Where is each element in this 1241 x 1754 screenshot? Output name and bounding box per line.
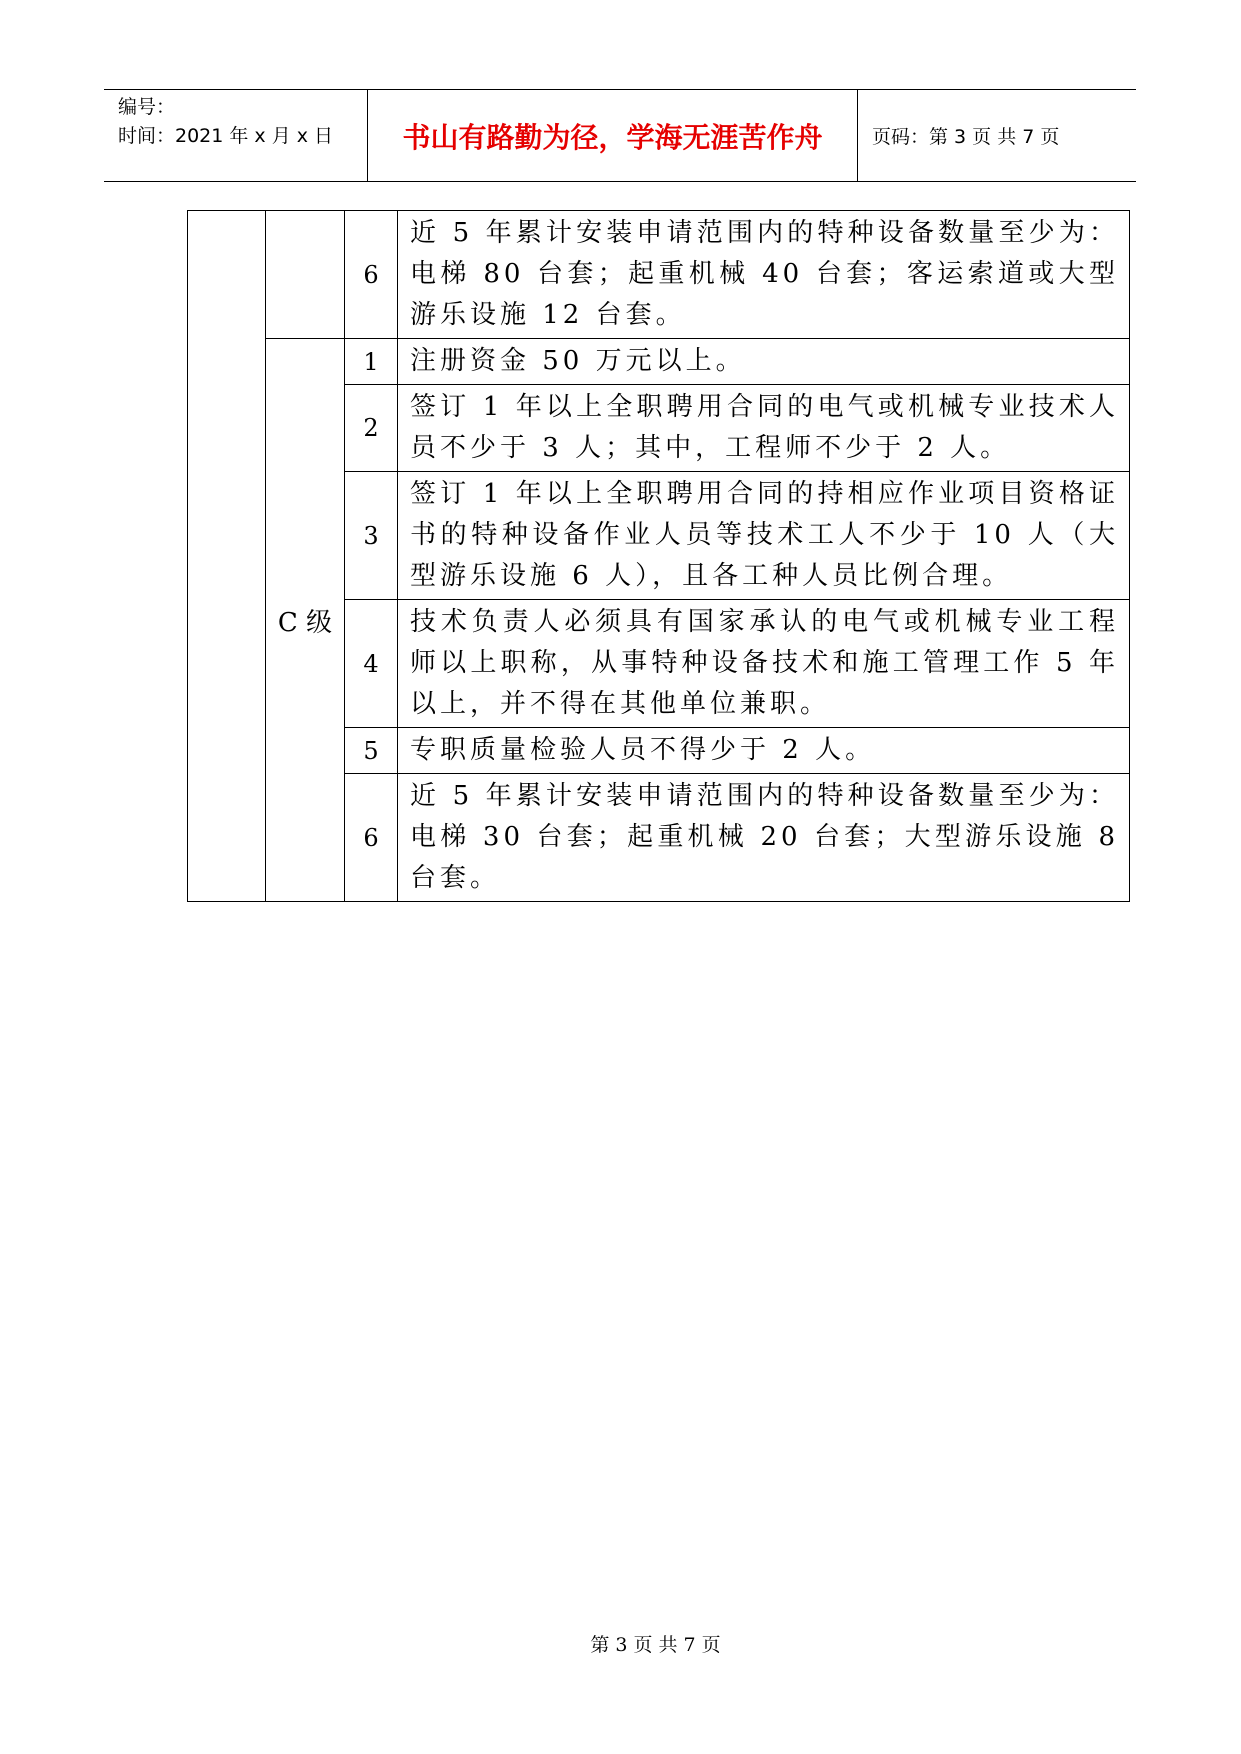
level-cell-c: C 级 [266, 339, 345, 902]
item-number: 2 [345, 385, 398, 472]
item-number: 6 [345, 211, 398, 339]
level-cell-b-continued [266, 211, 345, 339]
page-footer: 第 3 页 共 7 页 [590, 1634, 721, 1656]
header-page-number: 页码：第 3 页 共 7 页 [872, 126, 1060, 148]
item-number: 5 [345, 728, 398, 774]
item-text: 技术负责人必须具有国家承认的电气或机械专业工程师以上职称，从事特种设备技术和施工管理工作 5 年以上，并不得在其他单位兼职。 [398, 600, 1130, 728]
item-text: 注册资金 50 万元以上。 [398, 339, 1130, 385]
document-number-label: 编号： [118, 96, 176, 118]
header-meta [104, 90, 368, 181]
table-row [188, 211, 1130, 339]
page-header [104, 89, 1136, 182]
item-number: 3 [345, 472, 398, 600]
document-time-label: 时间：2021 年 x 月 x 日 [118, 125, 334, 147]
header-motto-cell [368, 90, 858, 181]
item-number: 4 [345, 600, 398, 728]
item-text: 签订 1 年以上全职聘用合同的电气或机械专业技术人员不少于 3 人；其中，工程师不少于 2 人。 [398, 385, 1130, 472]
item-text: 专职质量检验人员不得少于 2 人。 [398, 728, 1130, 774]
item-text: 近 5 年累计安装申请范围内的特种设备数量至少为：电梯 80 台套；起重机械 40 台套；客运索道或大型游乐设施 12 台套。 [398, 211, 1130, 339]
item-text: 近 5 年累计安装申请范围内的特种设备数量至少为：电梯 30 台套；起重机械 20 台套；大型游乐设施 8 台套。 [398, 774, 1130, 902]
header-motto: 书山有路勤为径，学海无涯苦作舟 [402, 120, 823, 154]
item-number: 6 [345, 774, 398, 902]
category-cell [188, 211, 266, 902]
item-number: 1 [345, 339, 398, 385]
requirements-table [187, 210, 1130, 902]
table-row [188, 339, 1130, 385]
item-text: 签订 1 年以上全职聘用合同的持相应作业项目资格证书的特种设备作业人员等技术工人不少于 10 人（大型游乐设施 6 人），且各工种人员比例合理。 [398, 472, 1130, 600]
